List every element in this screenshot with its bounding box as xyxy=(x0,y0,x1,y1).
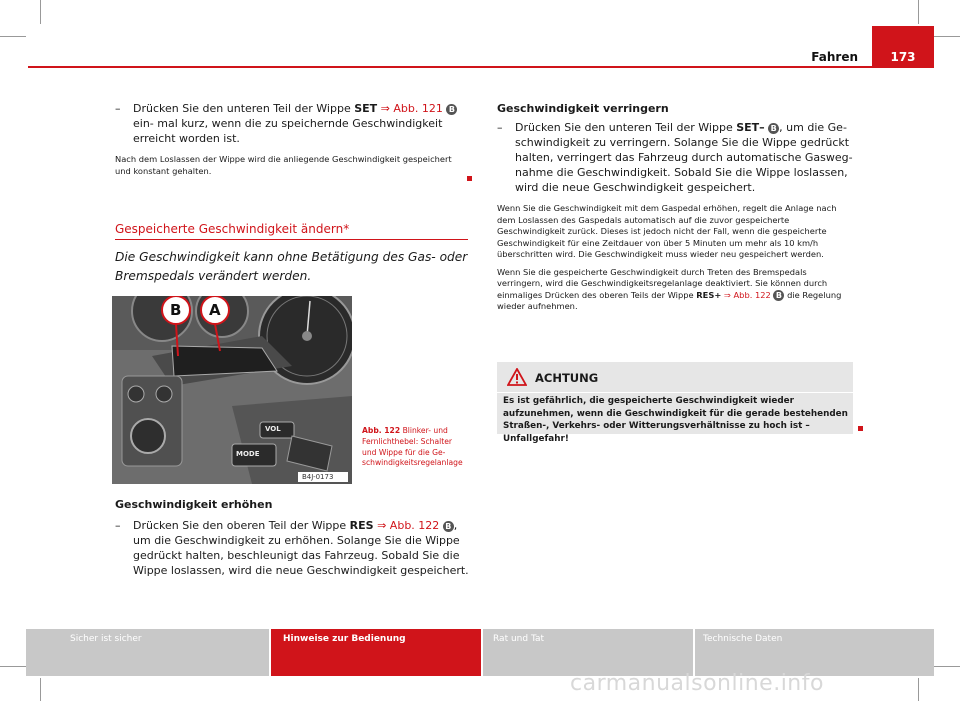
figure-reference-link[interactable]: ⇒ Abb. 121 xyxy=(380,102,443,115)
instruction-text: Drücken Sie den unteren Teil der Wippe xyxy=(515,121,733,134)
figure-mode-label: MODE xyxy=(236,450,260,458)
instruction-res xyxy=(115,518,470,578)
instruction-set-minus xyxy=(497,120,853,195)
figure-reference-link[interactable]: ⇒ Abb. 122 xyxy=(377,519,440,532)
note-paragraph: Nach dem Loslassen der Wippe wird die anliegende Geschwindigkeit gespeichert und konstant gehalten. xyxy=(115,154,452,176)
instruction-text: , um xyxy=(133,519,458,547)
dash-marker: – xyxy=(115,102,121,115)
instruction-text: Drücken Sie den unteren Teil der Wippe xyxy=(133,102,351,115)
crop-mark xyxy=(934,36,960,37)
callout-badge-icon: B xyxy=(768,123,779,134)
key-label: SET xyxy=(354,102,378,115)
key-label: RES xyxy=(349,519,374,532)
instruction-text: mal kurz, wenn die zu speichernde Geschwindigkeit erreicht worden ist. xyxy=(133,117,443,145)
crop-mark xyxy=(918,0,919,24)
dash-marker: – xyxy=(497,121,503,134)
section-intro: Die Geschwindigkeit kann ohne Betätigung des Gas- oder Bremspedals verändert werden. xyxy=(115,250,468,283)
right-column xyxy=(497,101,853,313)
figure-label-b: B xyxy=(170,301,182,319)
warning-box xyxy=(497,362,853,444)
figure-caption xyxy=(362,426,468,469)
instruction-set xyxy=(115,101,470,146)
footer-tab-technical[interactable] xyxy=(695,629,934,676)
page-number: 173 xyxy=(890,50,916,64)
note-text: Wenn Sie die gespeicherte Geschwindigkeit durch Treten des Bremspedals verringern, wird die Geschwindigkeitsregelanlage deaktiviert. Sie können durch einmaliges Drücken des oberen Teils der Wippe xyxy=(497,266,828,300)
instruction-text: die Geschwindigkeit zu erhöhen. Solange Sie die Wippe gedrückt halten, beschleunigt das Fahrzeug. Sobald Sie die Wippe loslassen, wird die neue Geschwindigkeit gespeichert. xyxy=(133,534,469,577)
warning-triangle-icon xyxy=(507,368,527,386)
end-marker-icon xyxy=(467,176,472,181)
crop-mark xyxy=(0,36,26,37)
footer-tab-label: Hinweise zur Bedienung xyxy=(283,634,406,644)
callout-badge-icon: B xyxy=(446,104,457,115)
warning-text: Es ist gefährlich, die gespeicherte Geschwindigkeit wieder aufzunehmen, wenn die Geschwindigkeit für die gerade bestehenden Straßen-, Verkehrs- oder Witterungsverhältnisse zu hoch ist – Unfallgefahr! xyxy=(503,396,848,444)
header-rule xyxy=(28,66,934,68)
warning-title: ACHTUNG xyxy=(535,371,599,385)
callout-badge-icon: B xyxy=(773,290,784,301)
note-text: die Regelung wieder aufnehmen. xyxy=(497,289,842,311)
left-column-bottom xyxy=(115,497,470,582)
section-title: Gespeicherte Geschwindigkeit ändern* xyxy=(115,222,350,236)
crop-mark xyxy=(918,678,919,701)
callout-badge-icon: B xyxy=(443,521,454,532)
decrease-heading: Geschwindigkeit verringern xyxy=(497,102,669,115)
key-label: RES+ xyxy=(696,289,722,300)
crop-mark xyxy=(40,0,41,24)
key-label: SET– xyxy=(736,121,765,134)
figure-122-image xyxy=(112,296,352,484)
footer-tab-operation[interactable] xyxy=(271,629,481,676)
increase-heading: Geschwindigkeit erhöhen xyxy=(115,498,273,511)
figure-label-a: A xyxy=(209,301,221,319)
dash-marker: – xyxy=(115,519,121,532)
instruction-text: Drücken Sie den oberen Teil der Wippe xyxy=(133,519,347,532)
footer-tab-label: Rat und Tat xyxy=(493,634,544,644)
watermark: carmanualsonline.info xyxy=(570,671,824,696)
page-number-tab xyxy=(872,26,934,68)
figure-caption-text: Blinker- und Fernlichthebel: Schalter und Wippe für die Geschwindigkeitsregelanlage xyxy=(362,426,463,468)
crop-mark xyxy=(40,678,41,701)
end-marker-icon xyxy=(858,426,863,431)
note-paragraph-brake xyxy=(497,267,853,313)
footer-tab-safety[interactable] xyxy=(26,629,269,676)
crop-mark xyxy=(0,666,26,667)
footer-tab-tips[interactable] xyxy=(483,629,693,676)
footer-tab-label: Sicher ist sicher xyxy=(70,634,142,644)
left-column-top xyxy=(115,101,470,177)
footer-tab-label: Technische Daten xyxy=(703,634,783,644)
note-paragraph: Wenn Sie die Geschwindigkeit mit dem Gaspedal erhöhen, regelt die Anlage nach dem Loslassen des Gaspedals automatisch auf die zuvor gespeicherte Geschwindigkeit zurück. Dieses ist jedoch nicht der Fall, wenn die gespeicherte Geschwindigkeit für eine Zeitdauer von über 5 Minuten um mehr als 10 km/h überschritten wird. Die Geschwindigkeit muss wieder neu gespeichert werden. xyxy=(497,203,837,259)
figure-code: B4J-0173 xyxy=(302,473,334,481)
instruction-text: ein- xyxy=(133,117,154,130)
steering-column-illustration xyxy=(112,296,352,484)
figure-reference-link[interactable]: ⇒ Abb. 122 xyxy=(723,289,771,300)
warning-header xyxy=(497,362,853,393)
figure-vol-label: VOL xyxy=(265,425,281,433)
section-rule xyxy=(115,239,468,240)
instruction-text: schwindigkeit zu verringern. Solange Sie die Wippe gedrückt halten, verringert das Fahrzeug durch automatische Gaswegnahme die Geschwindigkeit. Sobald Sie die Wippe loslassen, wird die neue Geschwindigkeit gespeichert. xyxy=(515,136,853,194)
figure-caption-label: Abb. 122 xyxy=(362,426,401,435)
instruction-text: , um die Ge- xyxy=(779,121,847,134)
chapter-title: Fahren xyxy=(811,50,858,64)
crop-mark xyxy=(934,666,960,667)
